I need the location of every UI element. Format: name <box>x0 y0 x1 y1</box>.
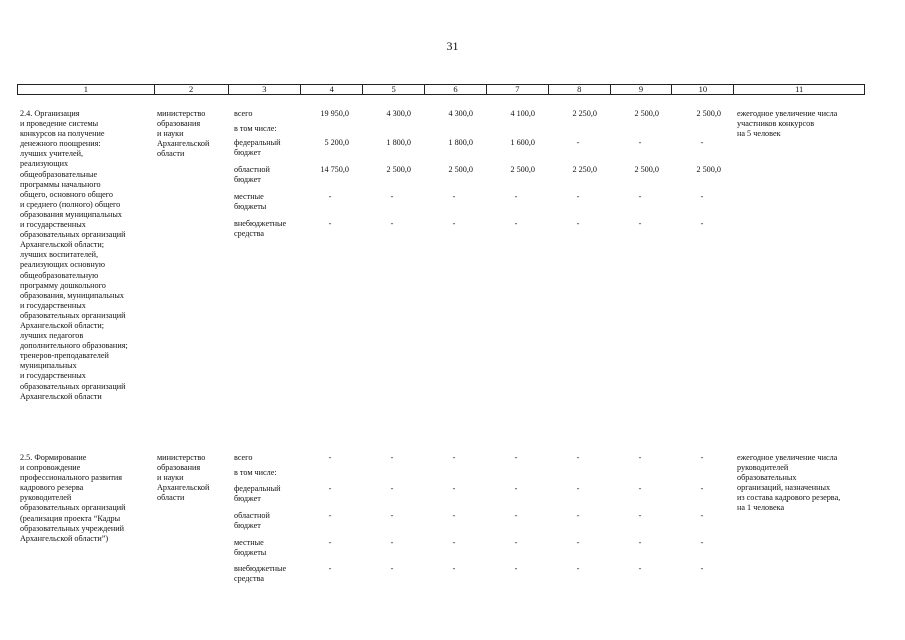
value-cell: 2 500,0 <box>696 165 721 174</box>
value-cell: - <box>514 511 518 520</box>
header-col-4: 4 <box>301 85 363 94</box>
table-header-row <box>17 84 865 95</box>
value-cell: 14 750,0 <box>320 165 349 174</box>
value-cell: - <box>452 484 456 493</box>
value-cell: 4 300,0 <box>386 109 411 118</box>
source-label: областной бюджет <box>234 511 270 531</box>
value-cell: 1 800,0 <box>386 138 411 147</box>
value-cell: 2 500,0 <box>696 109 721 118</box>
value-cell: - <box>638 138 642 147</box>
value-cell: - <box>452 219 456 228</box>
value-cell: - <box>328 538 332 547</box>
executor: министерство образования и науки Архангельской области <box>157 109 210 159</box>
table-row <box>17 109 865 434</box>
value-cell: - <box>700 564 704 573</box>
value-cell: - <box>514 192 518 201</box>
value-cell: - <box>576 192 580 201</box>
value-cell: - <box>576 138 580 147</box>
value-cell: - <box>328 511 332 520</box>
value-cell: - <box>638 511 642 520</box>
value-cell: - <box>638 538 642 547</box>
source-label: всего <box>234 109 253 118</box>
value-cell: - <box>700 484 704 493</box>
source-label: в том числе: <box>234 124 277 133</box>
value-cell: - <box>514 484 518 493</box>
value-cell: - <box>576 538 580 547</box>
value-cell: - <box>390 564 394 573</box>
value-cell: 2 500,0 <box>634 165 659 174</box>
value-cell: - <box>638 564 642 573</box>
header-col-1: 1 <box>18 85 155 94</box>
value-cell: - <box>700 453 704 462</box>
value-cell: - <box>452 511 456 520</box>
value-cell: - <box>452 564 456 573</box>
value-cell: - <box>576 453 580 462</box>
source-label: всего <box>234 453 253 462</box>
value-cell: 2 250,0 <box>572 165 597 174</box>
value-cell: - <box>514 219 518 228</box>
value-cell: - <box>576 564 580 573</box>
expected-result: ежегодное увеличение числа руководителей образовательных организаций, назначенных из состава кадрового резерва, на 1 человека <box>737 453 841 513</box>
value-cell: - <box>700 219 704 228</box>
source-label: местные бюджеты <box>234 192 267 212</box>
header-col-7: 7 <box>487 85 549 94</box>
value-cell: - <box>700 511 704 520</box>
table-row <box>17 453 865 593</box>
value-cell: - <box>390 538 394 547</box>
value-cell: - <box>452 453 456 462</box>
header-col-8: 8 <box>549 85 611 94</box>
value-cell: - <box>514 538 518 547</box>
value-cell: 2 500,0 <box>634 109 659 118</box>
source-label: федеральный бюджет <box>234 484 281 504</box>
value-cell: - <box>514 564 518 573</box>
value-cell: - <box>700 138 704 147</box>
value-cell: - <box>328 192 332 201</box>
value-cell: - <box>700 538 704 547</box>
source-label: областной бюджет <box>234 165 270 185</box>
source-label: внебюджетные средства <box>234 219 287 239</box>
value-cell: - <box>328 453 332 462</box>
value-cell: - <box>328 484 332 493</box>
value-cell: - <box>576 219 580 228</box>
value-cell: - <box>576 511 580 520</box>
value-cell: - <box>638 484 642 493</box>
value-cell: - <box>576 484 580 493</box>
value-cell: 2 500,0 <box>448 165 473 174</box>
header-col-6: 6 <box>425 85 487 94</box>
expected-result: ежегодное увеличение числа участников конкурсов на 5 человек <box>737 109 838 139</box>
value-cell: - <box>390 484 394 493</box>
activity-name: 2.5. Формирование и сопровождение профессионального развития кадрового резерва руководителей образовательных организаций (реализация проекта “Кадры образовательных учреждений Архангельской области”) <box>20 453 126 543</box>
activity-name: 2.4. Организация и проведение системы конкурсов на получение денежного поощрения: лучших учителей, реализующих общеобразовательные программы начального общего, основного общего и среднего (полного) общего образования муниципальных и государственных образовательных организаций Архангельской области; лучших воспитателей, реализующих основную общеобразовательную программу дошкольного образования, муниципальных и государственных образовательных организаций Архангельской области; лучших педагогов дополнительного образования; тренеров-преподавателей муниципальных и государственных образовательных организаций Архангельской области <box>20 109 128 401</box>
value-cell: - <box>390 192 394 201</box>
value-cell: 2 250,0 <box>572 109 597 118</box>
source-label: федеральный бюджет <box>234 138 281 158</box>
source-label: внебюджетные средства <box>234 564 287 584</box>
value-cell: 5 200,0 <box>324 138 349 147</box>
header-col-3: 3 <box>229 85 302 94</box>
source-label: местные бюджеты <box>234 538 267 558</box>
value-cell: - <box>452 538 456 547</box>
header-col-11: 11 <box>795 84 804 94</box>
value-cell: - <box>638 192 642 201</box>
value-cell: - <box>328 564 332 573</box>
value-cell: 2 500,0 <box>386 165 411 174</box>
value-cell: 1 600,0 <box>510 138 535 147</box>
value-cell: - <box>638 219 642 228</box>
header-col-9: 9 <box>611 85 673 94</box>
value-cell: - <box>390 511 394 520</box>
value-cell: - <box>700 192 704 201</box>
value-cell: 1 800,0 <box>448 138 473 147</box>
executor: министерство образования и науки Архангельской области <box>157 453 210 503</box>
value-cell: 4 300,0 <box>448 109 473 118</box>
value-cell: - <box>452 192 456 201</box>
value-cell: 19 950,0 <box>320 109 349 118</box>
value-cell: - <box>638 453 642 462</box>
header-col-2: 2 <box>155 85 229 94</box>
value-cell: - <box>390 453 394 462</box>
value-cell: 2 500,0 <box>510 165 535 174</box>
page-number: 31 <box>446 39 459 53</box>
value-cell: - <box>514 453 518 462</box>
source-label: в том числе: <box>234 468 277 477</box>
header-col-5: 5 <box>363 85 425 94</box>
value-cell: - <box>328 219 332 228</box>
value-cell: - <box>390 219 394 228</box>
value-cell: 4 100,0 <box>510 109 535 118</box>
header-col-10: 10 <box>672 85 734 94</box>
